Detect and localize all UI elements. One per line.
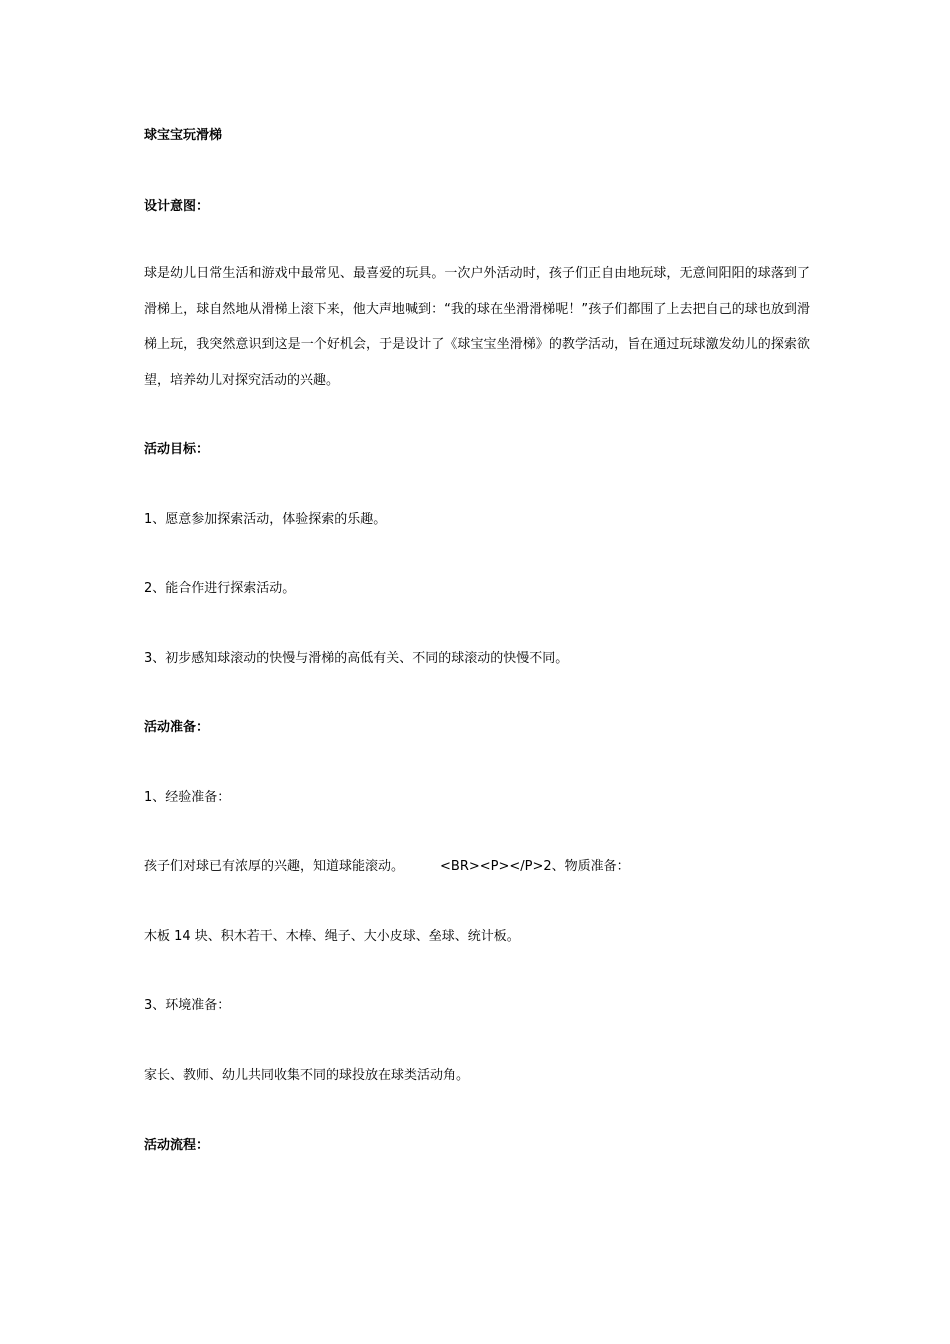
experience-prep-line <box>144 858 630 876</box>
goals-heading: 活动目标： <box>144 442 210 457</box>
environment-prep-text: 家长、教师、幼儿共同收集不同的球投放在球类活动角。 <box>144 1068 470 1083</box>
design-intent-heading: 设计意图： <box>144 199 210 214</box>
design-intent-paragraph: 球是幼儿日常生活和游戏中最常见、最喜爱的玩具。一次户外活动时，孩子们正自由地玩球，无意间阳阳的球落到了滑梯上，球自然地从滑梯上滚下来，他大声地喊到：“我的球在坐滑滑梯呢！”孩子们都围了上去把自己的球也放到滑梯上玩，我突然意识到这是一个好机会，于是设计了《球宝宝坐滑梯》的教学活动，旨在通过玩球激发幼儿的探索欲望，培养幼儿对探究活动的兴趣。 <box>144 266 810 388</box>
goal-item-2: 2、能合作进行探索活动。 <box>144 581 296 596</box>
goal-item-3: 3、初步感知球滚动的快慢与滑梯的高低有关、不同的球滚动的快慢不同。 <box>144 651 569 666</box>
goal-item-1: 1、愿意参加探索活动，体验探索的乐趣。 <box>144 512 387 527</box>
material-prep-text: 木板 14 块、积木若干、木棒、绳子、大小皮球、垒球、统计板。 <box>144 929 520 944</box>
experience-prep-text: 孩子们对球已有浓厚的兴趣，知道球能滚动。 <box>144 859 405 874</box>
material-prep-label: <BR><P></P>2、物质准备： <box>440 859 630 874</box>
experience-prep-label: 1、经验准备： <box>144 790 231 805</box>
environment-prep-label: 3、环境准备： <box>144 998 231 1013</box>
document-title: 球宝宝玩滑梯 <box>144 128 223 143</box>
preparation-heading: 活动准备： <box>144 720 210 735</box>
process-heading: 活动流程： <box>144 1138 210 1153</box>
